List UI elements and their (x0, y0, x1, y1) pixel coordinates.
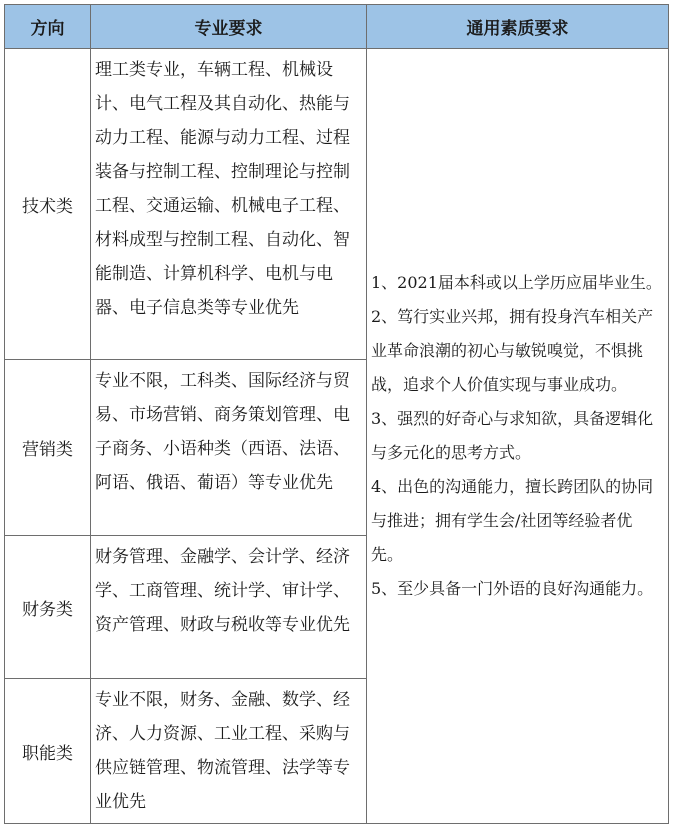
general-requirement-item: 4、出色的沟通能力，擅长跨团队的协同与推进；拥有学生会/社团等经验者优先。 (371, 477, 654, 564)
general-requirement-item: 1、2021届本科或以上学历应届毕业生。 (371, 273, 662, 292)
direction-cell: 职能类 (5, 679, 91, 824)
major-requirement-cell: 理工类专业，车辆工程、机械设计、电气工程及其自动化、热能与动力工程、能源与动力工程、过程装备与控制工程、控制理论与控制工程、交通运输、机械电子工程、材料成型与控制工程、自动化、智能制造、计算机科学、电机与电器、电子信息类等专业优先 (91, 49, 367, 360)
major-requirement-cell: 财务管理、金融学、会计学、经济学、工商管理、统计学、审计学、资产管理、财政与税收等专业优先 (91, 536, 367, 679)
table-row (5, 49, 669, 360)
general-requirement-item: 3、强烈的好奇心与求知欲，具备逻辑化与多元化的思考方式。 (371, 409, 654, 462)
header-major-requirement: 专业要求 (91, 5, 367, 49)
recruitment-requirements-table (4, 4, 669, 824)
general-requirement-item: 5、至少具备一门外语的良好沟通能力。 (371, 579, 654, 598)
direction-cell: 财务类 (5, 536, 91, 679)
direction-cell: 营销类 (5, 360, 91, 536)
header-direction: 方向 (5, 5, 91, 49)
header-general-requirement: 通用素质要求 (367, 5, 669, 49)
general-requirement-item: 2、笃行实业兴邦，拥有投身汽车相关产业革命浪潮的初心与敏锐嗅觉，不惧挑战，追求个人价值实现与事业成功。 (371, 307, 654, 394)
general-requirements-cell (367, 49, 669, 824)
major-requirement-cell: 专业不限，财务、金融、数学、经济、人力资源、工业工程、采购与供应链管理、物流管理、法学等专业优先 (91, 679, 367, 824)
major-requirement-cell: 专业不限，工科类、国际经济与贸易、市场营销、商务策划管理、电子商务、小语种类（西语、法语、阿语、俄语、葡语）等专业优先 (91, 360, 367, 536)
header-row (5, 5, 669, 49)
direction-cell: 技术类 (5, 49, 91, 360)
